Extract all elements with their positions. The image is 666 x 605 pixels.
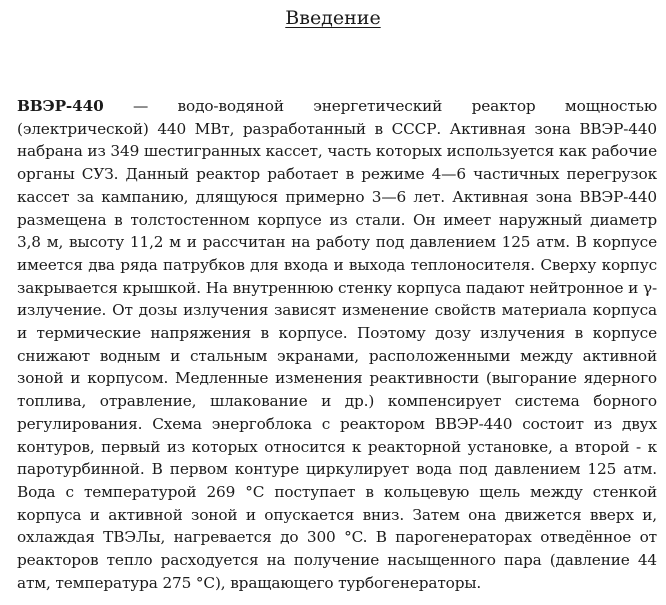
- paragraph-text: — водо-водяной энергетический реактор мощностью (электрической) 440 МВт, разработанный в СССР. Активная зона ВВЭР-440 набрана из 349 шестигранных кассет, часть которых используется как рабочие органы СУЗ. Данный реактор работает в режиме 4—6 частичных перегрузок кассет за кампанию, длящуюся примерно 3—6 лет. Активная зона ВВЭР-440 размещена в толстостенном корпусе из стали. Он имеет наружный диаметр 3,8 м, высоту 11,2 м и рассчитан на работу под давлением 125 атм. В корпусе имеется два ряда патрубков для входа и выхода теплоносителя. Сверху корпус закрывается крышкой. На внутреннюю стенку корпуса падают нейтронное и γ-излучение. От дозы излучения зависят изменение свойств материала корпуса и термические напряжения в корпусе. Поэтому дозу излучения в корпусе снижают водным и стальным экранами, расположенными между активной зоной и корпусом. Медленные изменения реактивности (выгорание ядерного топлива, отравление, шлакование и др.) компенсирует система борного регулирования. Схема энергоблока с реактором ВВЭР-440 состоит из двух контуров, первый из которых относится к реакторной установке, а второй - к паротурбинной. В первом контуре циркулирует вода под давлением 125 атм. Вода с температурой 269 °C поступает в кольцевую щель между стенкой корпуса и активной зоной и опускается вниз. Затем она движется вверх и, охлаждая ТВЭЛы, нагревается до 300 °C. В парогенераторах отведённое от реакторов тепло расходуется на получение насыщенного пара (давление 44 атм, температура 275 °C), вращающего турбогенераторы.: [17, 97, 657, 592]
- document-title: Введение: [285, 7, 381, 29]
- body-paragraph: [17, 95, 657, 594]
- reactor-term: ВВЭР-440: [17, 97, 104, 115]
